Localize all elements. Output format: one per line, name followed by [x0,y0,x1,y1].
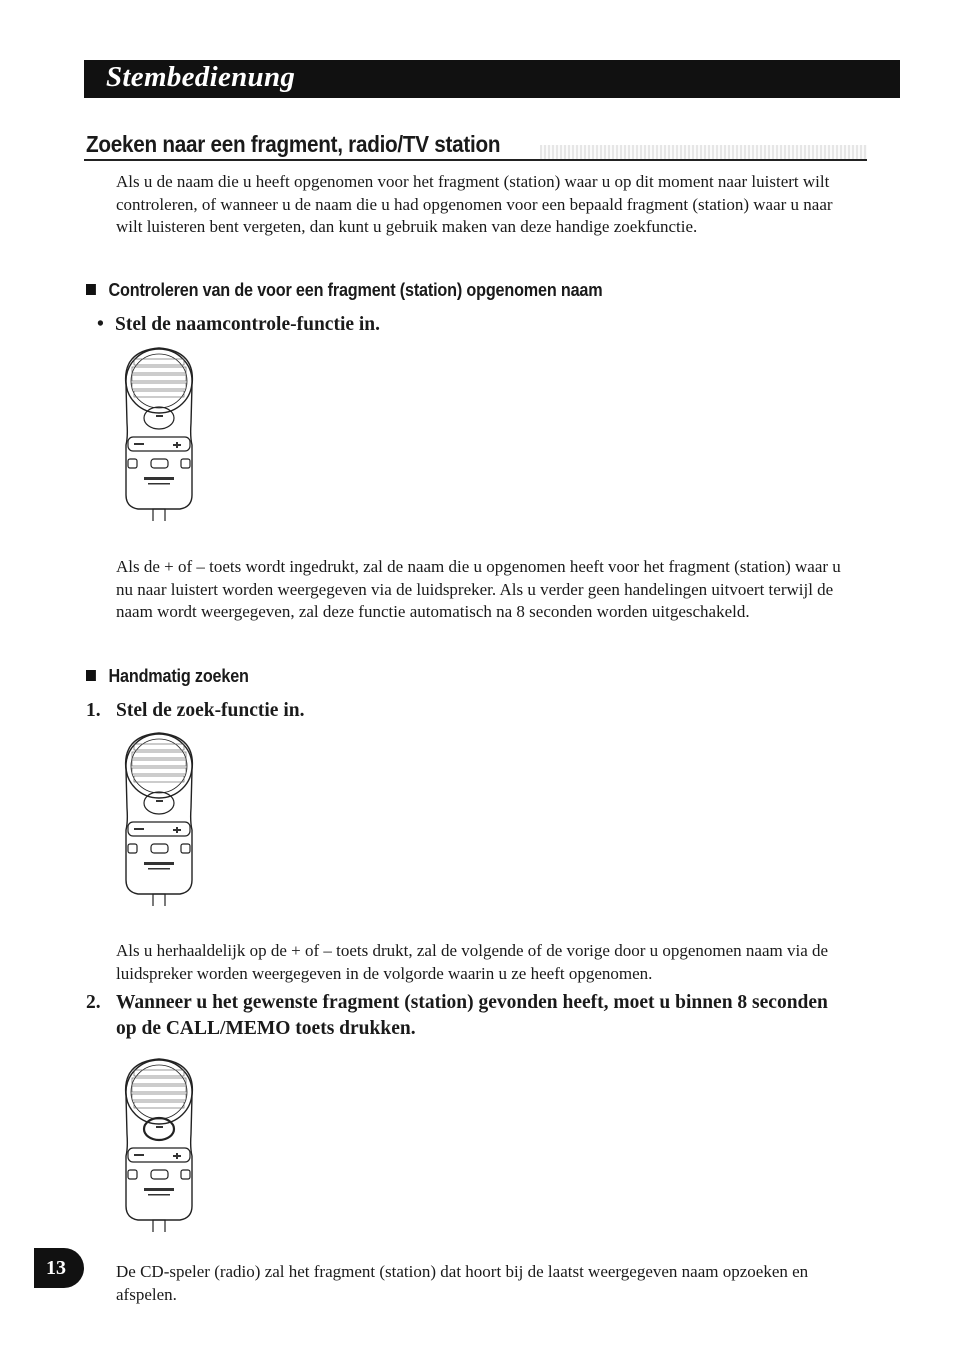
step-number: 1. [86,700,101,721]
chapter-title: Stembedienung [106,61,296,93]
step-number: 2. [86,992,101,1013]
remote-controller-illustration [118,1056,200,1232]
intro-paragraph: Als u de naam die u heeft opgenomen voor het fragment (station) waar u op dit moment naar luistert wilt controleren, of wanneer u de naam die u had opgenomen voor een bepaald fragment (station) waar u naar wilt luisteren bent vergeten, dan kunt u gebruik maken van deze handige zoekfunctie. [116,172,833,237]
check-heading-text: Controleren van de voor een fragment (station) opgenomen naam [108,280,603,300]
check-step-text: Stel de naamcontrole-functie in. [115,314,381,335]
remote-controller-illustration [118,730,200,906]
section-title-shading [540,145,867,159]
manual-heading-text: Handmatig zoeken [108,666,249,686]
section-rule [84,159,867,161]
manual-step-2-text: Wanneer u het gewenste fragment (station) gevonden heeft, moet u binnen 8 seconden op de CALL/MEMO toets drukken. [116,992,828,1039]
chapter-header-bar [84,60,900,98]
manual-explanation: Als u herhaaldelijk op de + of – toets drukt, zal de volgende of de vorige door u opgenomen naam via de luidspreker worden weergegeven in de volgorde waarin u ze heeft opgenomen. [116,941,829,983]
section-title: Zoeken naar een fragment, radio/TV station [86,131,501,157]
square-bullet-icon [86,670,96,681]
check-heading [86,280,603,301]
remote-controller-illustration [118,345,200,521]
manual-step-1-text: Stel de zoek-functie in. [116,700,305,721]
final-paragraph: De CD-speler (radio) zal het fragment (station) dat hoort bij de laatst weergegeven naam opzoeken en afspelen. [116,1262,809,1304]
manual-heading [86,666,249,687]
page-number-badge: 13 [34,1248,84,1288]
square-bullet-icon [86,284,96,295]
bullet-marker: • [97,314,104,335]
check-explanation: Als de + of – toets wordt ingedrukt, zal de naam die u opgenomen heeft voor het fragment (station) waar u nu naar luistert worden weergegeven via de luidspreker. Als u verder geen handelingen uitvoert terwijl de naam wordt weergegeven, zal deze functie automatisch na 8 seconden worden uitgeschakeld. [116,557,841,622]
